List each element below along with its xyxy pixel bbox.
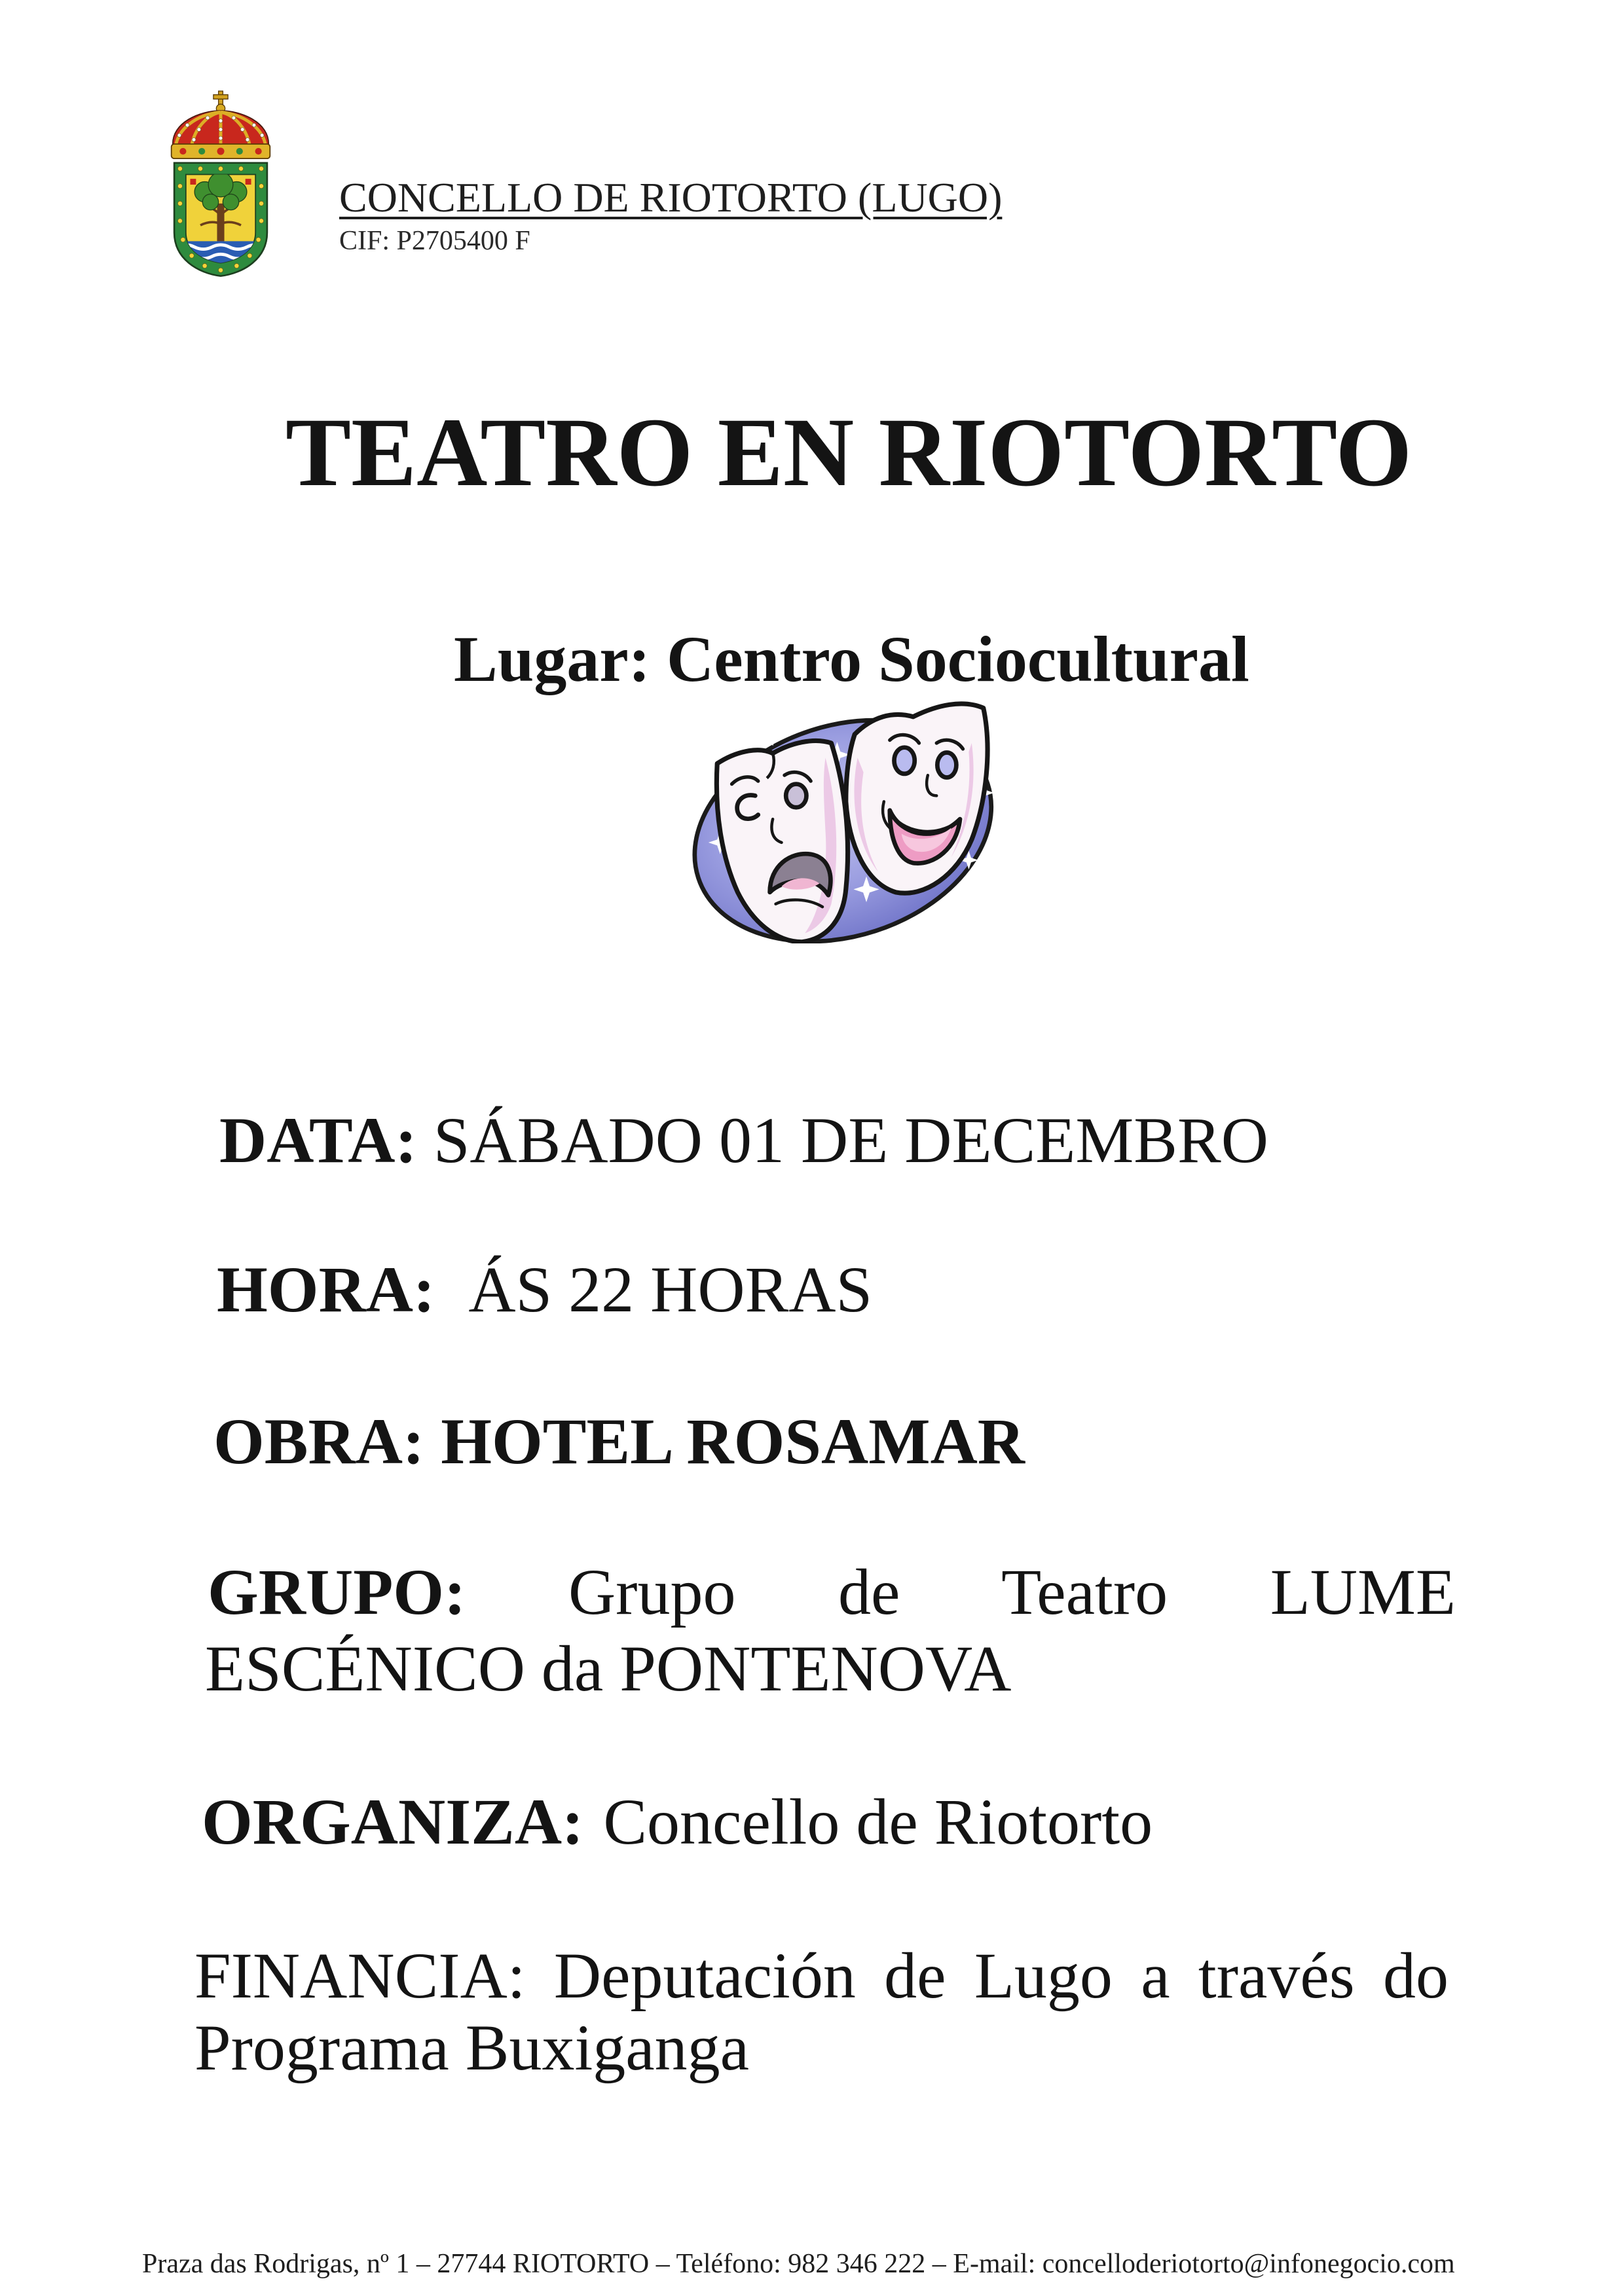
funding-label: FINANCIA:	[194, 1939, 526, 2012]
play-value: HOTEL ROSAMAR	[441, 1405, 1025, 1478]
organizer-label: ORGANIZA:	[202, 1785, 584, 1858]
date-line	[219, 1104, 1268, 1176]
time-line	[217, 1253, 873, 1326]
time-value: ÁS 22 HORAS	[468, 1253, 873, 1326]
play-label: OBRA:	[213, 1405, 425, 1478]
group-label: GRUPO:	[208, 1556, 466, 1628]
venue-value: Centro Sociocultural	[667, 623, 1249, 695]
organization-name: CONCELLO DE RIOTORTO (LUGO)	[339, 174, 1003, 221]
date-value: SÁBADO 01 DE DECEMBRO	[433, 1104, 1268, 1176]
event-title: TEATRO EN RIOTORTO	[286, 398, 1412, 507]
group-line-1	[208, 1556, 1456, 1628]
group-value-line-1: Grupo de Teatro LUME	[568, 1556, 1456, 1628]
funding-value-line-2: Programa Buxiganga	[194, 2011, 750, 2084]
tax-id: CIF: P2705400 F	[339, 226, 530, 256]
group-line-2	[205, 1632, 1012, 1705]
organizer-value: Concello de Riotorto	[603, 1785, 1153, 1858]
funding-value-line-1: Deputación de Lugo a través do	[553, 1939, 1449, 2012]
theatre-masks-icon	[685, 699, 1010, 943]
coat-of-arms-icon	[161, 90, 280, 279]
play-line	[213, 1405, 1025, 1478]
venue-label: Lugar:	[454, 623, 650, 695]
date-label: DATA:	[219, 1104, 417, 1176]
funding-line-2	[194, 2011, 750, 2084]
funding-line-1	[194, 1939, 1449, 2012]
group-value-line-2: ESCÉNICO da PONTENOVA	[205, 1632, 1012, 1705]
footer-contact: Praza das Rodrigas, nº 1 – 27744 RIOTORTO – Teléfono: 982 346 222 – E-mail: concelloderiotorto@infonegocio.com	[142, 2249, 1455, 2279]
venue-line	[454, 623, 1249, 695]
time-label: HORA:	[217, 1253, 435, 1326]
organizer-line	[202, 1785, 1153, 1858]
